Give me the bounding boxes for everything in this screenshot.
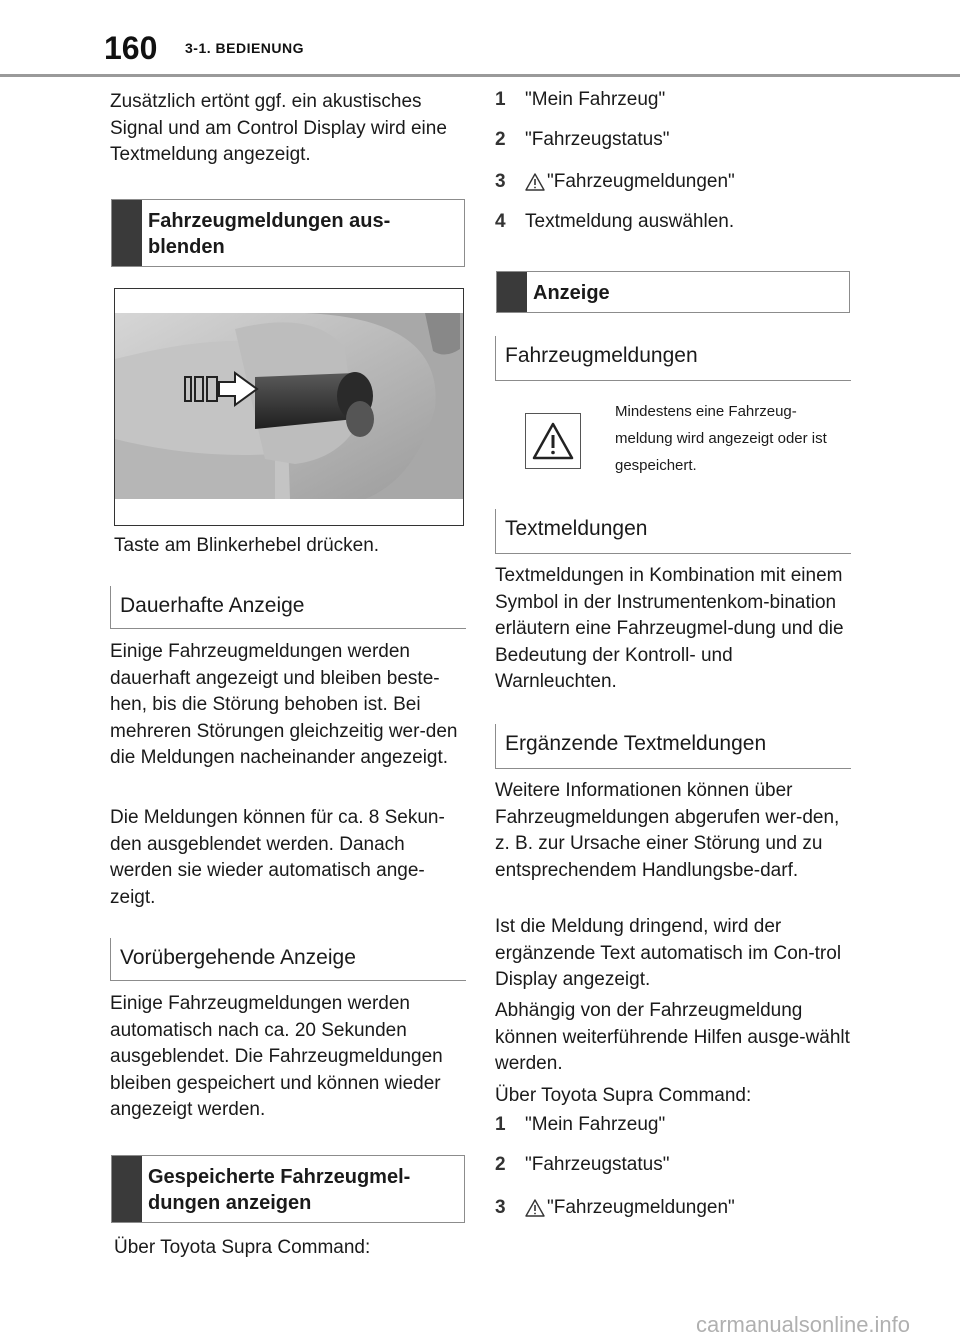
heading-box-show-stored-messages: [111, 1155, 465, 1223]
temporary-display-paragraph: Einige Fahrzeugmeldungen werden automatisch nach ca. 20 Sekunden ausgeblendet. Die Fahrzeugmeldungen bleiben gespeichert und können wieder angezeigt werden.: [110, 993, 443, 1120]
step-2-top: 2 "Fahrzeugstatus": [495, 129, 670, 150]
urgent-message-paragraph: Ist die Meldung dringend, wird der ergänzende Text automatisch im Con-trol Display angezeigt.: [495, 916, 842, 990]
subheading-text-messages: Textmeldungen: [495, 517, 851, 553]
suppress-duration-paragraph: Die Meldungen können für ca. 8 Sekun-den ausgeblendet werden. Danach werden sie wieder automatisch ange-zeigt.: [110, 807, 445, 908]
heading-text: Anzeige: [533, 282, 610, 304]
intro-paragraph: Zusätzlich ertönt ggf. ein akustisches Signal und am Control Display wird eine Textmeldung angezeigt.: [110, 91, 447, 165]
command-intro-right: Über Toyota Supra Command:: [495, 1085, 752, 1106]
step-1-bottom: 1 "Mein Fahrzeug": [495, 1114, 666, 1135]
step-3-bottom: 3 "Fahrzeugmeldungen": [495, 1197, 735, 1218]
warning-icon: [525, 173, 545, 191]
section-title: 3-1. BEDIENUNG: [185, 40, 305, 56]
heading-box-display: [496, 271, 850, 313]
warning-icon: [531, 421, 575, 461]
warning-symbol-box: [525, 413, 581, 469]
command-intro-left: Über Toyota Supra Command:: [114, 1237, 371, 1258]
permanent-display-paragraph: Einige Fahrzeugmeldungen werden dauerhaft angezeigt und bleiben beste-hen, bis die Störung behoben ist. Bei mehreren Störungen gleichzeitig wer-den die Meldungen nacheinander angezeigt.: [110, 641, 458, 768]
heading-text: Gespeicherte Fahrzeugmel-dungen anzeigen: [148, 1166, 411, 1214]
subheading-supplementary-messages: Ergänzende Textmeldungen: [495, 732, 851, 768]
step-2-bottom: 2 "Fahrzeugstatus": [495, 1154, 670, 1175]
turn-signal-lever-figure: [114, 288, 464, 526]
heading-text: Fahrzeugmeldungen aus-blenden: [148, 210, 391, 258]
figure-caption: Taste am Blinkerhebel drücken.: [114, 535, 380, 556]
subheading-permanent-display: Dauerhafte Anzeige: [110, 594, 466, 628]
watermark: carmanualsonline.info: [696, 1312, 911, 1337]
warning-note: Mindestens eine Fahrzeug-meldung wird angezeigt oder ist gespeichert.: [615, 403, 827, 474]
warning-icon: [525, 1199, 545, 1217]
text-messages-paragraph: Textmeldungen in Kombination mit einem Symbol in der Instrumentenkom-bination erläutern eine Fahrzeugmel-dung und die Bedeutung der Kontroll- und Warnleuchten.: [495, 565, 844, 692]
subheading-temporary-display: Vorübergehende Anzeige: [110, 946, 466, 980]
supplementary-paragraph: Weitere Informationen können über Fahrzeugmeldungen abgerufen wer-den, z. B. zur Ursache einer Störung und zu entsprechendem Handlungsbe-darf.: [495, 780, 840, 881]
lever-illustration: [115, 289, 464, 526]
step-4-top: 4 Textmeldung auswählen.: [495, 211, 735, 232]
page-number: 160: [104, 30, 158, 66]
heading-box-hide-messages: [111, 199, 465, 267]
heading-bar: [112, 200, 142, 266]
page-header: [0, 0, 960, 80]
step-1-top: 1 "Mein Fahrzeug": [495, 89, 666, 110]
header-divider: [0, 74, 960, 77]
further-help-paragraph: Abhängig von der Fahrzeugmeldung können weiterführende Hilfen ausge-wählt werden.: [495, 1000, 850, 1074]
subheading-vehicle-messages: Fahrzeugmeldungen: [495, 344, 851, 380]
step-3-top: 3 "Fahrzeugmeldungen": [495, 171, 735, 192]
